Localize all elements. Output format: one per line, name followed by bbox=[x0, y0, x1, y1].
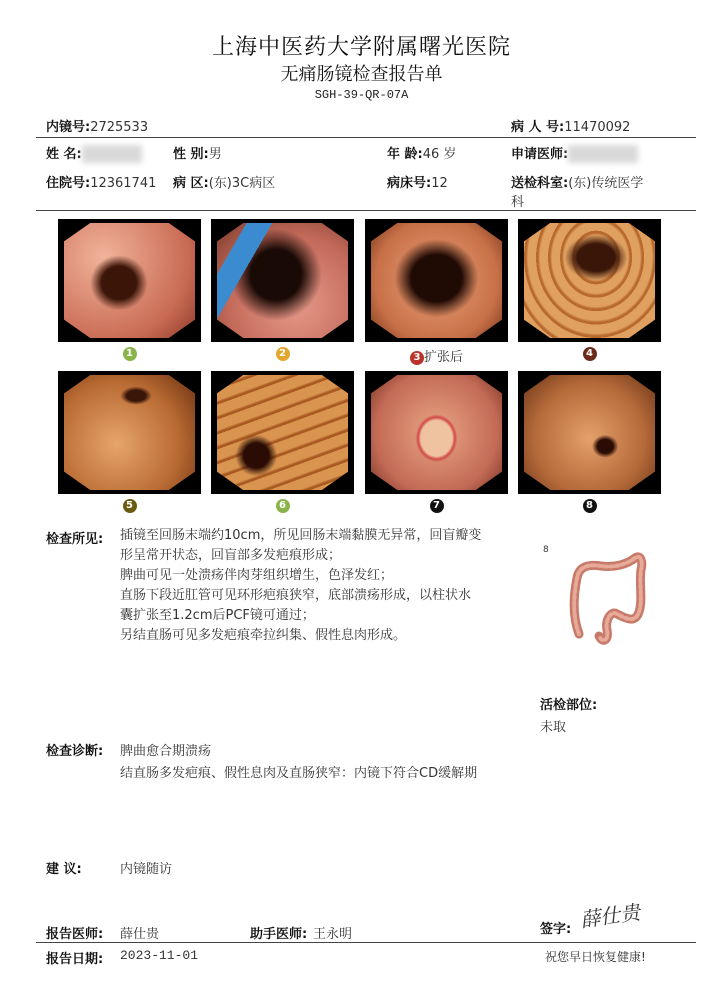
image-caption-4 bbox=[518, 346, 661, 361]
endoscopy-image-4 bbox=[518, 219, 661, 342]
endoscopy-image-6 bbox=[211, 371, 354, 494]
image-caption-1 bbox=[58, 346, 201, 361]
dept-field: 送检科室:(东)传统医学 bbox=[511, 176, 644, 191]
endoscopy-image-1 bbox=[58, 219, 201, 342]
badge-5: 5 bbox=[123, 499, 137, 513]
advice-label: 建 议: bbox=[46, 862, 82, 877]
request-doctor-field: 申请医师: bbox=[511, 143, 638, 163]
report-doctor-label: 报告医师: bbox=[46, 927, 104, 942]
gender-field: 性 别:男 bbox=[173, 147, 222, 162]
redacted-name bbox=[82, 145, 142, 163]
findings-label: 检查所见: bbox=[46, 532, 104, 547]
badge-7: 7 bbox=[430, 499, 444, 513]
signature-label: 签字: bbox=[540, 922, 572, 937]
report-doctor-value: 薛仕贵 bbox=[120, 927, 160, 942]
biopsy-value: 未取 bbox=[540, 720, 567, 735]
hospital-name: 上海中医药大学附属曙光医院 bbox=[211, 35, 511, 60]
endoscopy-image-3 bbox=[365, 219, 508, 342]
image-caption-6 bbox=[211, 498, 354, 513]
colon-diagram bbox=[565, 548, 649, 648]
name-field: 姓 名: bbox=[46, 143, 142, 163]
endoscopy-image-8 bbox=[518, 371, 661, 494]
endoscopy-image-2 bbox=[211, 219, 354, 342]
badge-3: 3 bbox=[410, 351, 424, 365]
bed-field: 病床号:12 bbox=[387, 176, 448, 191]
badge-4: 4 bbox=[583, 347, 597, 361]
diagnosis-line2: 结直肠多发疤痕、假性息肉及直肠狭窄：内镜下符合CD缓解期 bbox=[120, 766, 478, 781]
divider bbox=[36, 210, 696, 211]
assistant-doctor-label: 助手医师: bbox=[250, 927, 308, 942]
report-title: 无痛肠镜检查报告单 bbox=[280, 64, 443, 85]
badge-2: 2 bbox=[276, 347, 290, 361]
report-date-value: 2023-11-01 bbox=[120, 948, 199, 963]
ward-field: 病 区:(东)3C病区 bbox=[173, 176, 276, 191]
diagnosis-line1: 脾曲愈合期溃疡 bbox=[120, 744, 212, 759]
image-caption-5 bbox=[58, 498, 201, 513]
image-caption-8 bbox=[518, 498, 661, 513]
findings-text: 插镜至回肠末端约10cm，所见回肠末端黏膜无异常，回盲瓣变 形呈常开状态，回盲部多发疤痕形成； 脾曲可见一处溃疡伴肉芽组织增生，色泽发红； 直肠下段近肛管可见环形疤痕狭窄，底部溃疡形成，以柱状水 囊扩张至1.2cm后PCF镜可通过； 另结直肠可见多发疤痕牵拉纠集、假性息肉形成。 bbox=[120, 528, 482, 643]
admission-field: 住院号:12361741 bbox=[46, 176, 157, 191]
image-caption-3: 3 扩张后 bbox=[365, 346, 508, 365]
badge-1: 1 bbox=[123, 347, 137, 361]
dept-field-line2: 科 bbox=[511, 195, 525, 210]
badge-6: 6 bbox=[276, 499, 290, 513]
diagnosis-label: 检查诊断: bbox=[46, 744, 104, 759]
diagram-marker: 8 bbox=[543, 545, 549, 555]
report-date-label: 报告日期: bbox=[46, 952, 104, 967]
biopsy-label: 活检部位: bbox=[540, 698, 598, 713]
patient-no-field: 病 人 号:11470092 bbox=[511, 120, 631, 135]
age-field: 年 龄:46 岁 bbox=[387, 147, 457, 162]
endoscopy-image-7 bbox=[365, 371, 508, 494]
form-code: SGH-39-QR-07A bbox=[314, 88, 409, 102]
advice-value: 内镜随访 bbox=[120, 862, 173, 877]
image-caption-2 bbox=[211, 346, 354, 361]
assistant-doctor-value: 王永明 bbox=[313, 927, 353, 942]
endo-no-field: 内镜号:2725533 bbox=[46, 120, 149, 135]
endoscopy-image-5 bbox=[58, 371, 201, 494]
wish-text: 祝您早日恢复健康! bbox=[545, 950, 646, 964]
divider bbox=[36, 942, 696, 943]
redacted-doctor bbox=[568, 145, 638, 163]
divider bbox=[36, 137, 696, 138]
image-caption-7 bbox=[365, 498, 508, 513]
badge-8: 8 bbox=[583, 499, 597, 513]
handwritten-signature: 薛仕贵 bbox=[578, 899, 642, 933]
